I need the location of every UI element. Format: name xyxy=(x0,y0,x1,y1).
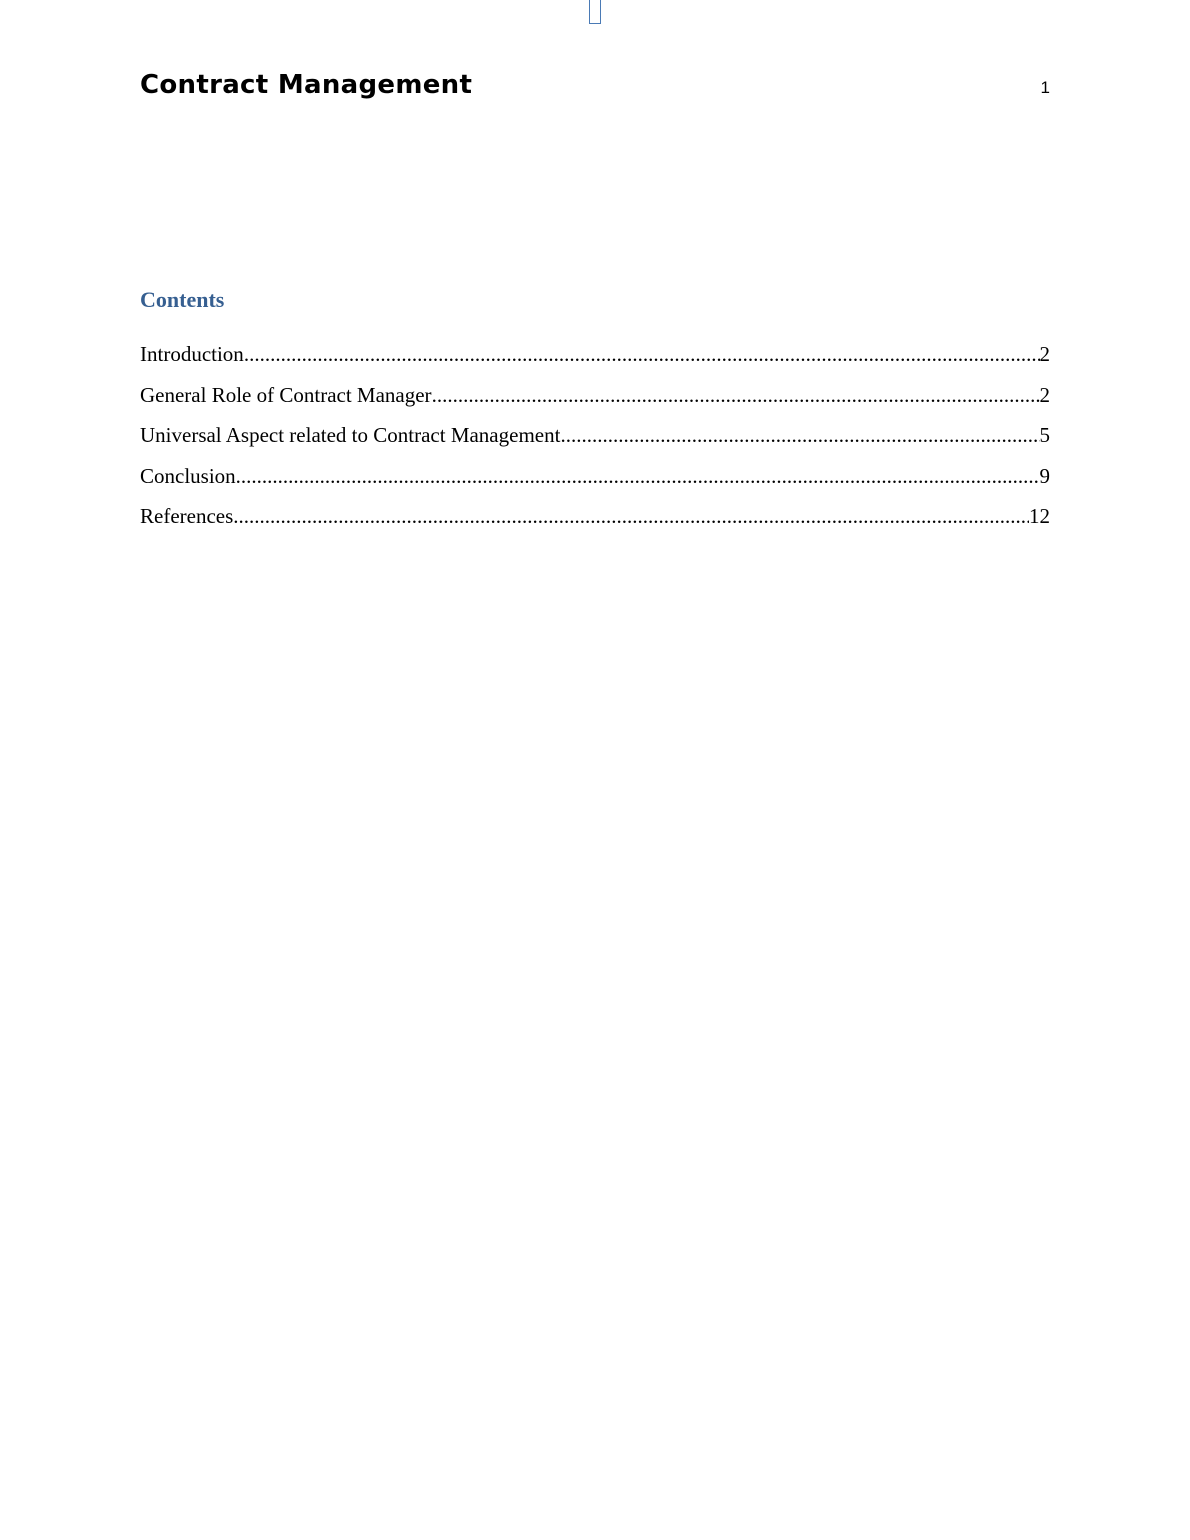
toc-entry-title: Universal Aspect related to Contract Management xyxy=(140,423,561,447)
toc-entry-introduction[interactable] xyxy=(140,340,1050,381)
page-header xyxy=(140,68,1050,108)
toc-entry-general-role[interactable] xyxy=(140,381,1050,422)
toc-entry-page: 2 xyxy=(1039,342,1050,366)
toc-entry-page: 2 xyxy=(1039,382,1050,407)
toc-dot-leader xyxy=(236,462,1040,490)
toc-entry-universal-aspect[interactable] xyxy=(140,421,1050,462)
header-title: Contract Management xyxy=(140,70,473,100)
toc-entry-references[interactable] xyxy=(140,502,1050,543)
toc-entry-page: 12 xyxy=(1029,504,1050,528)
toc-dot-leader xyxy=(244,340,1040,368)
toc-entry-title: Conclusion xyxy=(140,463,236,488)
toc-dot-leader xyxy=(432,381,1040,409)
toc-dot-leader xyxy=(560,421,1039,449)
toc-entry-page: 9 xyxy=(1039,463,1050,488)
toc-entry-page: 5 xyxy=(1039,423,1050,447)
toc-dot-leader xyxy=(233,502,1029,530)
page-number: 1 xyxy=(1040,78,1050,97)
toc-entry-conclusion[interactable] xyxy=(140,462,1050,503)
toc-entry-title: General Role of Contract Manager xyxy=(140,382,432,407)
table-of-contents xyxy=(140,340,1050,543)
toc-entry-title: References xyxy=(140,504,234,528)
toc-entry-title: Introduction xyxy=(140,342,244,366)
toc-heading: Contents xyxy=(140,287,225,312)
section-marker-icon xyxy=(589,0,601,24)
